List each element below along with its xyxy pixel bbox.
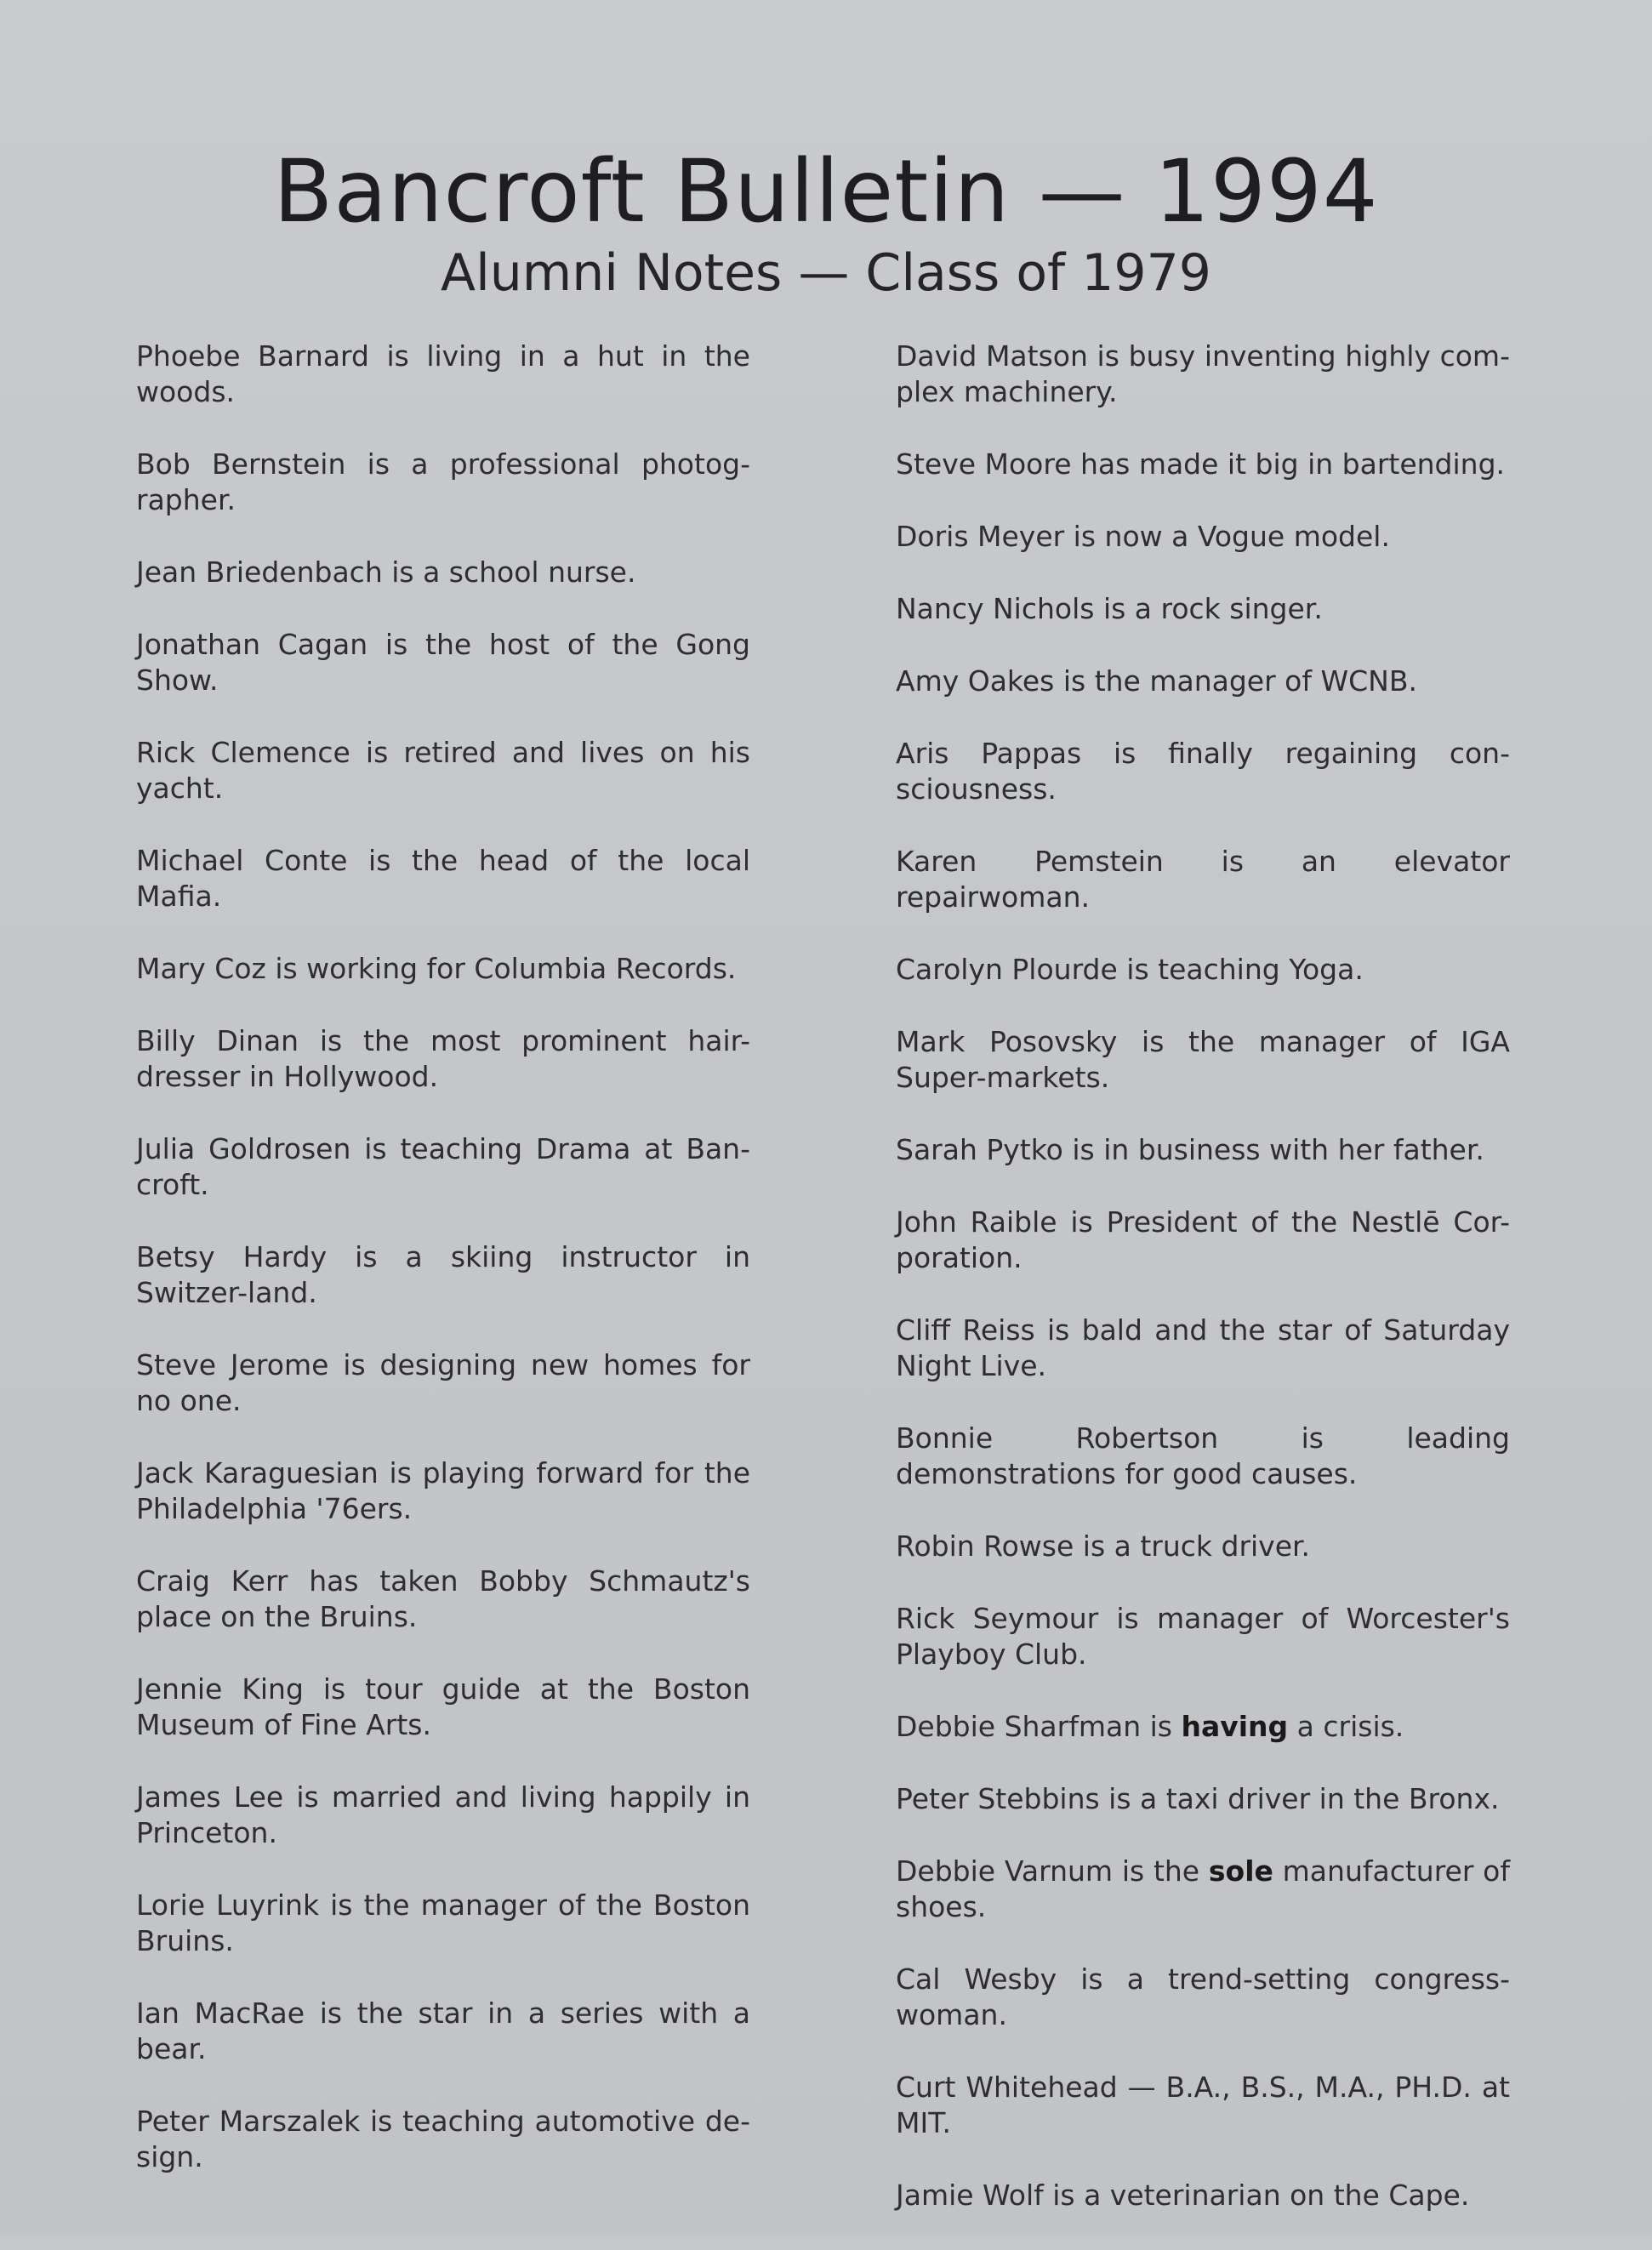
alumni-note-text: Mary Coz is working for Columbia Records. <box>136 952 737 985</box>
alumni-note <box>896 1529 1510 1564</box>
alumni-note-text: Jack Karaguesian is playing forward for the Philadelphia '76ers. <box>136 1456 750 1525</box>
alumni-note <box>896 2178 1510 2213</box>
alumni-note <box>136 627 750 698</box>
alumni-note <box>896 736 1510 807</box>
alumni-note <box>896 844 1510 915</box>
alumni-note <box>136 951 750 987</box>
alumni-note <box>896 1854 1510 1925</box>
alumni-note-text: Nancy Nichols is a rock singer. <box>896 592 1323 625</box>
alumni-note <box>136 1023 750 1095</box>
alumni-note-text: Lorie Luyrink is the manager of the Boston Bruins. <box>136 1888 750 1957</box>
alumni-note-text: Betsy Hardy is a skiing instructor in Switzer-land. <box>136 1240 750 1309</box>
alumni-note <box>136 735 750 806</box>
alumni-note-text: Craig Kerr has taken Bobby Schmautz's place on the Bruins. <box>136 1564 750 1633</box>
alumni-note <box>136 1455 750 1527</box>
alumni-note <box>896 519 1510 555</box>
page-title: Bancroft Bulletin — 1994 <box>273 141 1379 242</box>
alumni-note-text: Aris Pappas is finally regaining con-sciousness. <box>896 737 1510 806</box>
alumni-note-text: Sarah Pytko is in business with her father. <box>896 1133 1484 1166</box>
alumni-note-text: Phoebe Barnard is living in a hut in the woods. <box>136 339 750 408</box>
alumni-note <box>136 1672 750 1743</box>
alumni-note <box>136 1239 750 1311</box>
alumni-note-text: Rick Clemence is retired and lives on his yacht. <box>136 736 750 805</box>
right-column <box>896 339 1510 2250</box>
alumni-note-text: Cliff Reiss is bald and the star of Saturday Night Live. <box>896 1313 1510 1382</box>
alumni-note-text: Michael Conte is the head of the local Mafia. <box>136 844 750 913</box>
alumni-note-text: Amy Oakes is the manager of WCNB. <box>896 664 1417 698</box>
alumni-note-text: Curt Whitehead — B.A., B.S., M.A., PH.D. at MIT. <box>896 2071 1510 2139</box>
alumni-note <box>136 339 750 410</box>
alumni-note-text: Bob Bernstein is a professional photog-rapher. <box>136 447 750 516</box>
alumni-note-text: Robin Rowse is a truck driver. <box>896 1529 1311 1563</box>
alumni-note-text: Karen Pemstein is an elevator repairwoman. <box>896 845 1510 914</box>
alumni-note-text-end: a crisis. <box>1288 1710 1404 1743</box>
alumni-note-text: John Raible is President of the Nestlē Cor-poration. <box>896 1205 1510 1274</box>
alumni-note <box>896 591 1510 627</box>
alumni-note <box>896 339 1510 410</box>
alumni-note <box>896 1024 1510 1096</box>
alumni-note <box>136 447 750 518</box>
alumni-note-text: Ian MacRae is the star in a series with a bear. <box>136 1997 750 2065</box>
alumni-note <box>896 664 1510 699</box>
page-subtitle: Alumni Notes — Class of 1979 <box>441 243 1211 303</box>
alumni-note-text: James Lee is married and living happily in Princeton. <box>136 1780 750 1849</box>
alumni-note-text: David Matson is busy inventing highly com-plex machinery. <box>896 339 1510 408</box>
alumni-note <box>896 952 1510 988</box>
alumni-note-text-end: manufacturer of shoes. <box>896 1854 1510 1923</box>
alumni-note <box>136 1780 750 1851</box>
alumni-note <box>896 1132 1510 1168</box>
alumni-note <box>896 2070 1510 2141</box>
alumni-note <box>896 1962 1510 2033</box>
alumni-note-text: Peter Stebbins is a taxi driver in the Bronx. <box>896 1782 1500 1815</box>
alumni-note <box>136 1996 750 2067</box>
alumni-note-text: Jennie King is tour guide at the Boston Museum of Fine Arts. <box>136 1672 750 1741</box>
alumni-note <box>136 1888 750 1959</box>
alumni-note-text: Jamie Wolf is a veterinarian on the Cape. <box>896 2179 1470 2212</box>
alumni-note-text: Cal Wesby is a trend-setting congress-woman. <box>896 1962 1510 2031</box>
alumni-note <box>896 1421 1510 1492</box>
alumni-note-text: Steve Jerome is designing new homes for no one. <box>136 1348 750 1417</box>
alumni-note-text: Billy Dinan is the most prominent hair-dresser in Hollywood. <box>136 1024 750 1093</box>
alumni-note-text: Carolyn Plourde is teaching Yoga. <box>896 953 1364 986</box>
alumni-note-text: Debbie Varnum is the <box>896 1854 1209 1888</box>
alumni-note-text: Jean Briedenbach is a school nurse. <box>136 555 636 589</box>
alumni-note-text: Rick Seymour is manager of Worcester's Playboy Club. <box>896 1602 1510 1671</box>
alumni-note <box>896 1709 1510 1745</box>
alumni-note <box>896 1781 1510 1817</box>
alumni-note-text: Mark Posovsky is the manager of IGA Super-markets. <box>896 1025 1510 1094</box>
alumni-note-emphasis: sole <box>1208 1854 1273 1888</box>
left-column <box>136 339 750 2212</box>
alumni-note-text: Doris Meyer is now a Vogue model. <box>896 520 1390 553</box>
alumni-note-text: Steve Moore has made it big in bartending. <box>896 447 1506 481</box>
alumni-note-text: Bonnie Robertson is leading demonstrations for good causes. <box>896 1421 1510 1490</box>
alumni-note <box>896 1601 1510 1672</box>
alumni-note <box>136 555 750 590</box>
alumni-note <box>896 1313 1510 1384</box>
alumni-note <box>136 1347 750 1419</box>
alumni-note <box>136 2104 750 2175</box>
alumni-note-text: Debbie Sharfman is <box>896 1710 1182 1743</box>
alumni-note-text: Julia Goldrosen is teaching Drama at Ban-croft. <box>136 1132 750 1201</box>
alumni-note <box>896 447 1510 482</box>
alumni-note-text: Jonathan Cagan is the host of the Gong Show. <box>136 628 750 697</box>
alumni-note <box>136 1131 750 1203</box>
alumni-note-emphasis: having <box>1181 1710 1289 1743</box>
alumni-note <box>136 843 750 914</box>
alumni-note-text: Peter Marszalek is teaching automotive de-sign. <box>136 2105 750 2173</box>
alumni-note <box>896 1205 1510 1276</box>
alumni-note <box>136 1564 750 1635</box>
